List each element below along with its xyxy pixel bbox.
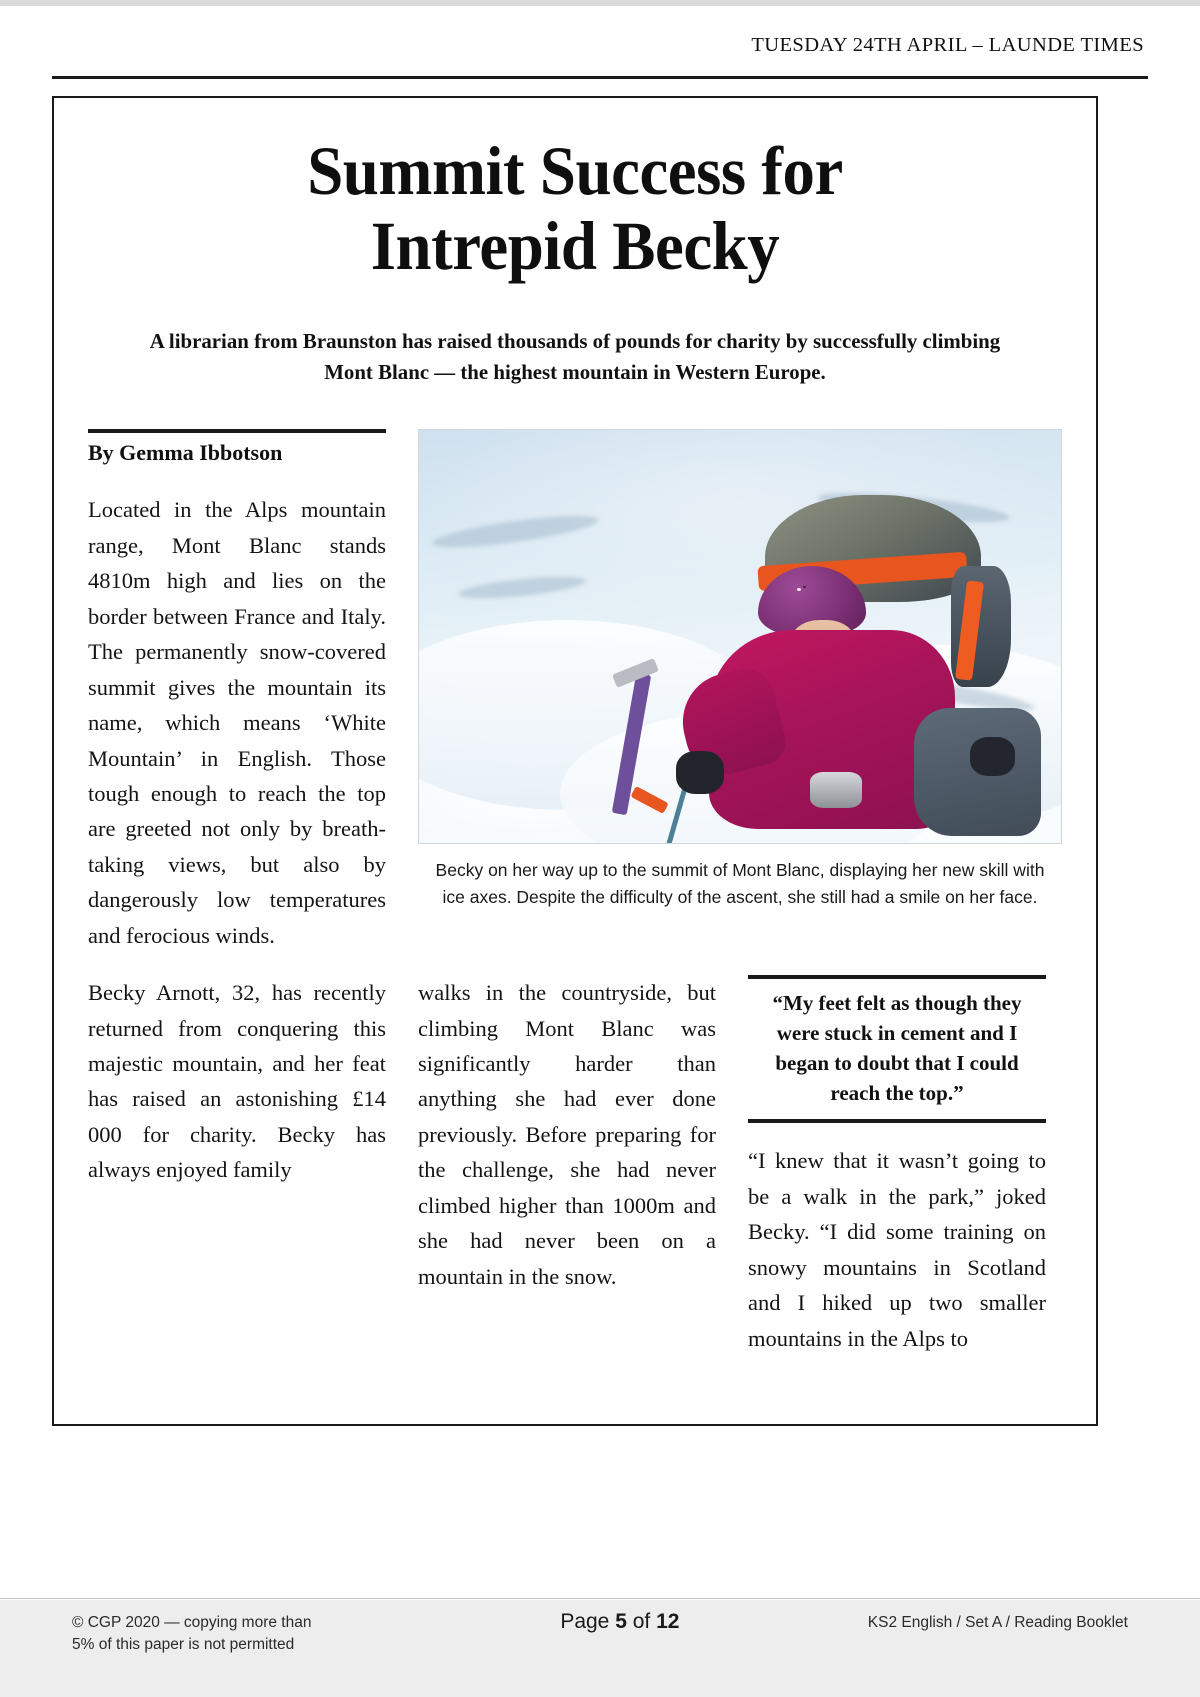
header-rule xyxy=(52,76,1148,79)
page-top-edge xyxy=(0,0,1200,6)
glove-right xyxy=(970,737,1015,776)
article-photo xyxy=(418,429,1062,844)
copyright-notice xyxy=(72,1600,372,1657)
article-frame xyxy=(52,96,1098,1426)
headline-line-2: Intrepid Becky xyxy=(370,208,780,285)
pull-quote-box xyxy=(748,975,1046,1123)
running-header xyxy=(52,34,1148,63)
article-upper-section xyxy=(88,429,1062,953)
photo-block xyxy=(418,429,1062,910)
glove-left xyxy=(676,751,724,794)
harness-gear xyxy=(810,772,862,808)
article-standfirst: A librarian from Braunston has raised thousands of pounds for charity by successfully climbing Mont Blanc — the highest mountain in Western Europe. xyxy=(149,329,1001,384)
booklet-info: KS2 English / Set A / Reading Booklet xyxy=(867,1614,1128,1631)
helmet-vent-2 xyxy=(803,586,806,588)
column-three-paragraph-one: “I knew that it wasn’t going to be a walk in the park,” joked Becky. “I did some training on snowy mountains in Scotland and I hiked up two smaller mountains in the Alps to xyxy=(748,1148,1046,1351)
byline-rule xyxy=(88,429,386,433)
copyright-line-two: 5% of this paper is not permitted xyxy=(72,1636,295,1654)
copyright-line-one: © CGP 2020 — copying more than xyxy=(72,1614,312,1631)
page-label: Page xyxy=(560,1610,610,1633)
climber-figure xyxy=(676,488,1048,843)
page-footer xyxy=(0,1600,1200,1697)
footer-divider xyxy=(0,1598,1200,1599)
article-byline: By Gemma Ibbotson xyxy=(88,440,283,466)
page-number-indicator xyxy=(560,1600,679,1634)
article-headline xyxy=(117,134,1033,284)
headline-line-1: Summit Success for xyxy=(307,133,843,209)
running-head-text: TUESDAY 24TH APRIL – LAUNDE TIMES xyxy=(751,34,1144,56)
column-one-upper xyxy=(88,429,386,953)
page-of-label: of xyxy=(632,1610,651,1633)
column-two-paragraph-one: walks in the countryside, but climbing Mont Blanc was significantly harder than anything she had ever done previously. Before preparing for the challenge, she had never climbed higher than 1000m and she had never been on a mountain in the snow. xyxy=(418,980,716,1289)
photo-caption: Becky on her way up to the summit of Mont Blanc, displaying her new skill with ice axes. Despite the difficulty of the ascent, she still had a smile on her face. xyxy=(435,860,1045,908)
column-one-lower xyxy=(88,975,386,1356)
helmet-vent-1 xyxy=(797,588,801,591)
column-two xyxy=(418,975,716,1356)
column-one-paragraph-one: Located in the Alps mountain range, Mont Blanc stands 4810m high and lies on the border between France and Italy. The permanently snow-covered summit gives the mountain its name, which means ‘White Mountain’ in English. Those tough enough to reach the top are greeted not only by breath-taking views, but also by dangerously low temperatures and ferocious winds. xyxy=(88,497,386,948)
page-number: 5 xyxy=(615,1610,627,1633)
pull-quote-text: “My feet felt as though they were stuck in cement and I began to doubt that I could reach the top.” xyxy=(772,991,1022,1105)
column-one-paragraph-two: Becky Arnott, 32, has recently returned from conquering this majestic mountain, and her feat has raised an astonishing £14 000 for charity. Becky has always enjoyed family xyxy=(88,980,386,1183)
article-lower-section xyxy=(88,975,1062,1356)
column-three xyxy=(748,975,1046,1356)
page-total: 12 xyxy=(656,1610,680,1633)
